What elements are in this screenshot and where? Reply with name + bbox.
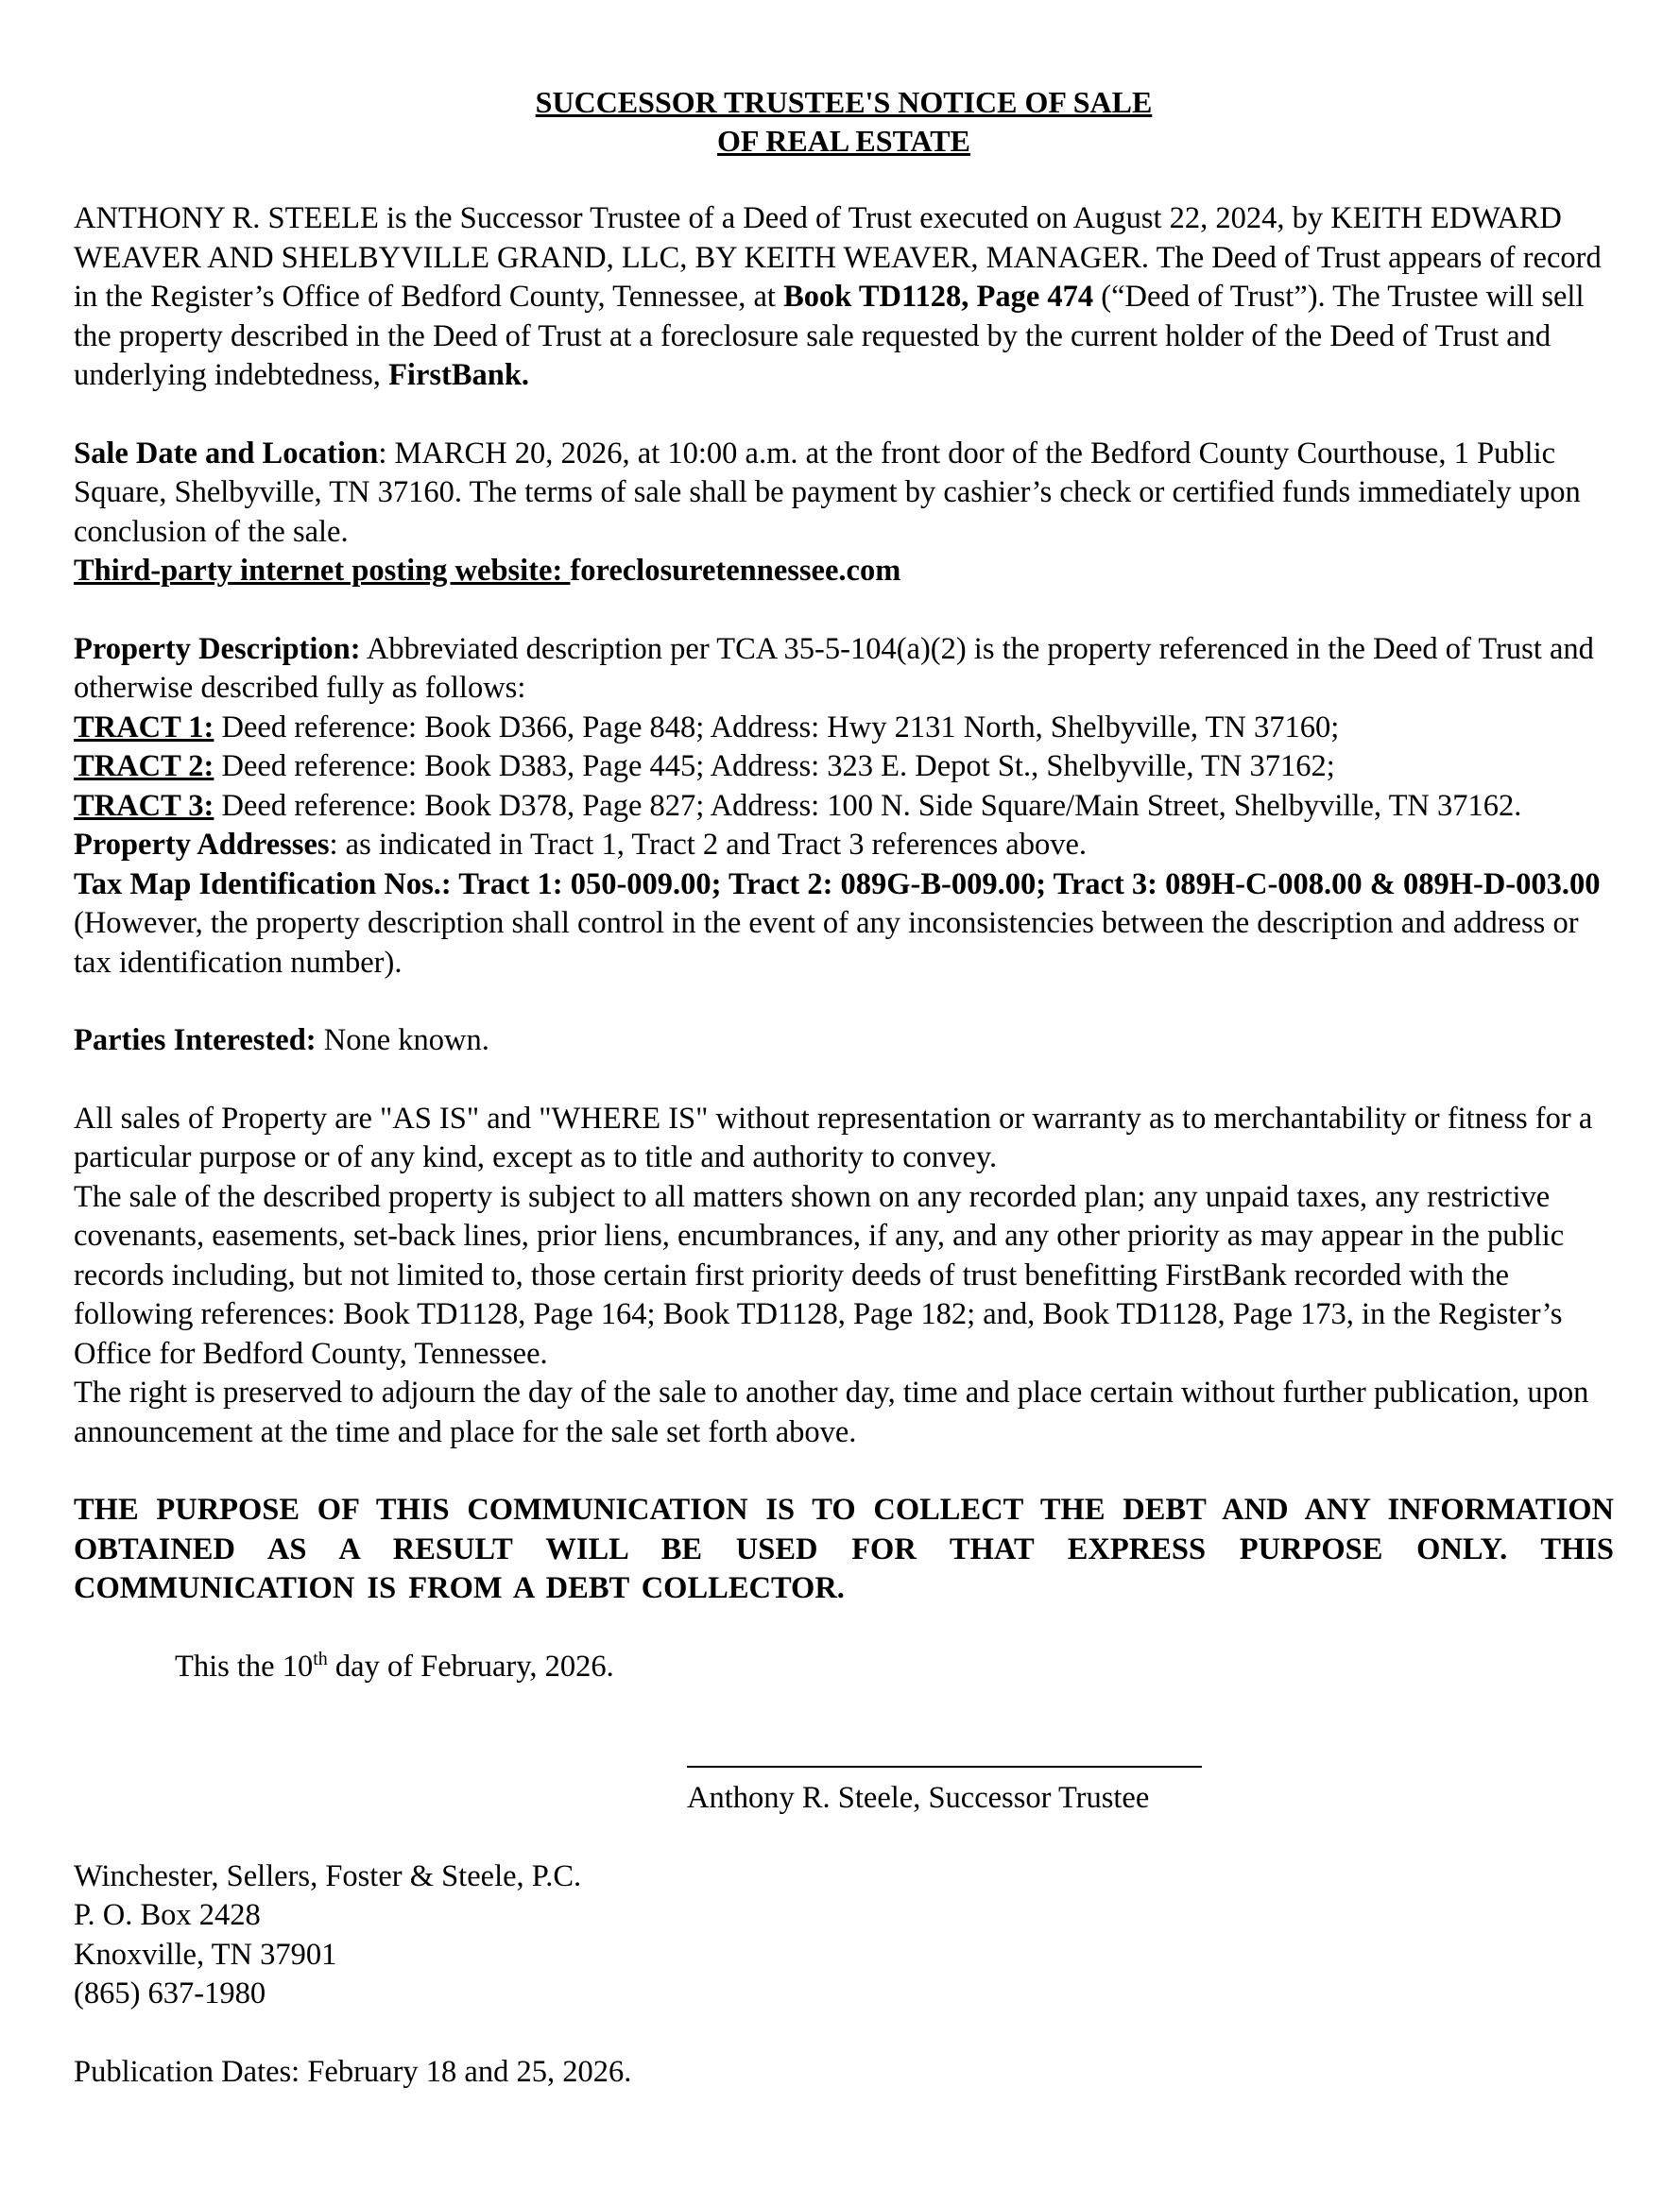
notice-title <box>74 83 1614 161</box>
publication-dates: Publication Dates: February 18 and 25, 2026. <box>74 2054 632 2089</box>
firm-phone: (865) 637-1980 <box>74 1976 266 2010</box>
tax-map-label: Tax Map Identification Nos.: Tract 1: 050-009.00; Tract 2: 089G-B-009.00; Tract 3: 089H-C-008.00 & 089H-D-003.00 <box>74 866 1601 901</box>
intro-paragraph <box>74 199 1614 396</box>
holder-name: FirstBank. <box>388 358 530 392</box>
tract-text: Deed reference: Book D378, Page 827; Address: 100 N. Side Square/Main Street, Shelbyville, TN 37162. <box>214 788 1522 823</box>
parties-label: Parties Interested: <box>74 1023 317 1057</box>
dated-prefix: This the 10 <box>175 1649 314 1684</box>
tract-label: TRACT 1: <box>74 710 214 744</box>
firm-po-box: P. O. Box 2428 <box>74 1898 261 1932</box>
tract-text: Deed reference: Book D366, Page 848; Address: Hwy 2131 North, Shelbyville, TN 37160; <box>214 710 1340 744</box>
firm-name: Winchester, Sellers, Foster & Steele, P.C. <box>74 1858 582 1893</box>
dated-line <box>74 1648 1614 1687</box>
website-link[interactable]: foreclosuretennessee.com <box>570 554 901 588</box>
signature-line <box>687 1741 1202 1768</box>
property-description <box>74 630 1614 709</box>
dated-suffix: th <box>313 1648 328 1669</box>
tax-map-text: (However, the property description shall control in the event of any inconsistencies between the description and address or tax identification number). <box>74 906 1579 980</box>
notice-document <box>74 83 1614 2092</box>
tract-2 <box>74 747 1614 787</box>
tract-text: Deed reference: Book D383, Page 445; Address: 323 E. Depot St., Shelbyville, TN 37162; <box>214 749 1335 783</box>
property-addresses <box>74 826 1614 865</box>
terms-as-is: All sales of Property are "AS IS" and "WHERE IS" without representation or warranty as to merchantability or fitness for a particular purpose or of any kind, except as to title and authority to convey. <box>74 1101 1593 1174</box>
book-reference: Book TD1128, Page 474 <box>783 280 1094 314</box>
sale-label: Sale Date and Location <box>74 436 379 471</box>
terms-adjourn: The right is preserved to adjourn the day of the sale to another day, time and place certain without further publication, upon announcement at the time and place for the sale set forth above. <box>74 1376 1589 1449</box>
addresses-text: : as indicated in Tract 1, Tract 2 and Tract 3 references above. <box>329 828 1088 862</box>
parties-text: None known. <box>316 1023 489 1057</box>
firm-city: Knoxville, TN 37901 <box>74 1937 337 1972</box>
signature-block <box>687 1741 1207 1819</box>
terms-subject-to: The sale of the described property is subject to all matters shown on any recorded plan; any unpaid taxes, any restrictive covenants, easements, set-back lines, prior liens, encumbrances, if any, and any other priority as may appear in the public records including, but not limited to, those certain first priority deeds of trust benefitting FirstBank recorded with the following references: Book TD1128, Page 164; Book TD1128, Page 182; and, Book TD1128, Page 173, in the Register’s Office for Bedford County, Tennessee. <box>74 1179 1565 1371</box>
website-line <box>74 552 1614 591</box>
tract-1 <box>74 709 1614 748</box>
intro-text-2: (“Deed of Trust”). The Trustee will sell the property described in the Deed of Trust at a foreclosure sale requested by the current holder of the Deed of Trust and underlying indebtedness, <box>74 280 1585 392</box>
website-label: Third-party internet posting website: <box>74 554 571 588</box>
property-text: Abbreviated description per TCA 35-5-104(a)(2) is the property referenced in the Deed of Trust and otherwise described fully as follows: <box>74 631 1594 705</box>
sale-text: : MARCH 20, 2026, at 10:00 a.m. at the front door of the Bedford County Courthouse, 1 Public Square, Shelbyville, TN 37160. The terms of sale shall be payment by cashier’s check or certified funds immediately upon conclusion of the sale. <box>74 436 1581 549</box>
tax-map-ids <box>74 865 1614 984</box>
title-line-1: SUCCESSOR TRUSTEE'S NOTICE OF SALE <box>535 85 1153 119</box>
property-label: Property Description: <box>74 631 361 666</box>
sale-paragraph <box>74 435 1614 553</box>
tract-3 <box>74 787 1614 827</box>
tract-label: TRACT 3: <box>74 788 214 823</box>
intro-text-1: ANTHONY R. STEELE is the Successor Trustee of a Deed of Trust executed on August 22, 2024, by KEITH EDWARD WEAVER AND SHELBYVILLE GRAND, LLC, BY KEITH WEAVER, MANAGER. The Deed of Trust appears of record in the Register’s Office of Bedford County, Tennessee, at <box>74 201 1602 314</box>
title-line-2: OF REAL ESTATE <box>717 124 970 158</box>
tract-label: TRACT 2: <box>74 749 214 783</box>
addresses-label: Property Addresses <box>74 828 330 862</box>
parties-interested <box>74 1021 1614 1061</box>
signer-name: Anthony R. Steele, Successor Trustee <box>687 1781 1150 1815</box>
debt-collector-warning: THE PURPOSE OF THIS COMMUNICATION IS TO COLLECT THE DEBT AND ANY INFORMATION OBTAINED AS A RESULT WILL BE USED FOR THAT EXPRESS PURPOSE ONLY. THIS COMMUNICATION IS FROM A DEBT COLLECTOR. <box>74 1493 1614 1605</box>
firm-address <box>74 1857 1614 2014</box>
dated-rest: day of February, 2026. <box>327 1649 614 1684</box>
